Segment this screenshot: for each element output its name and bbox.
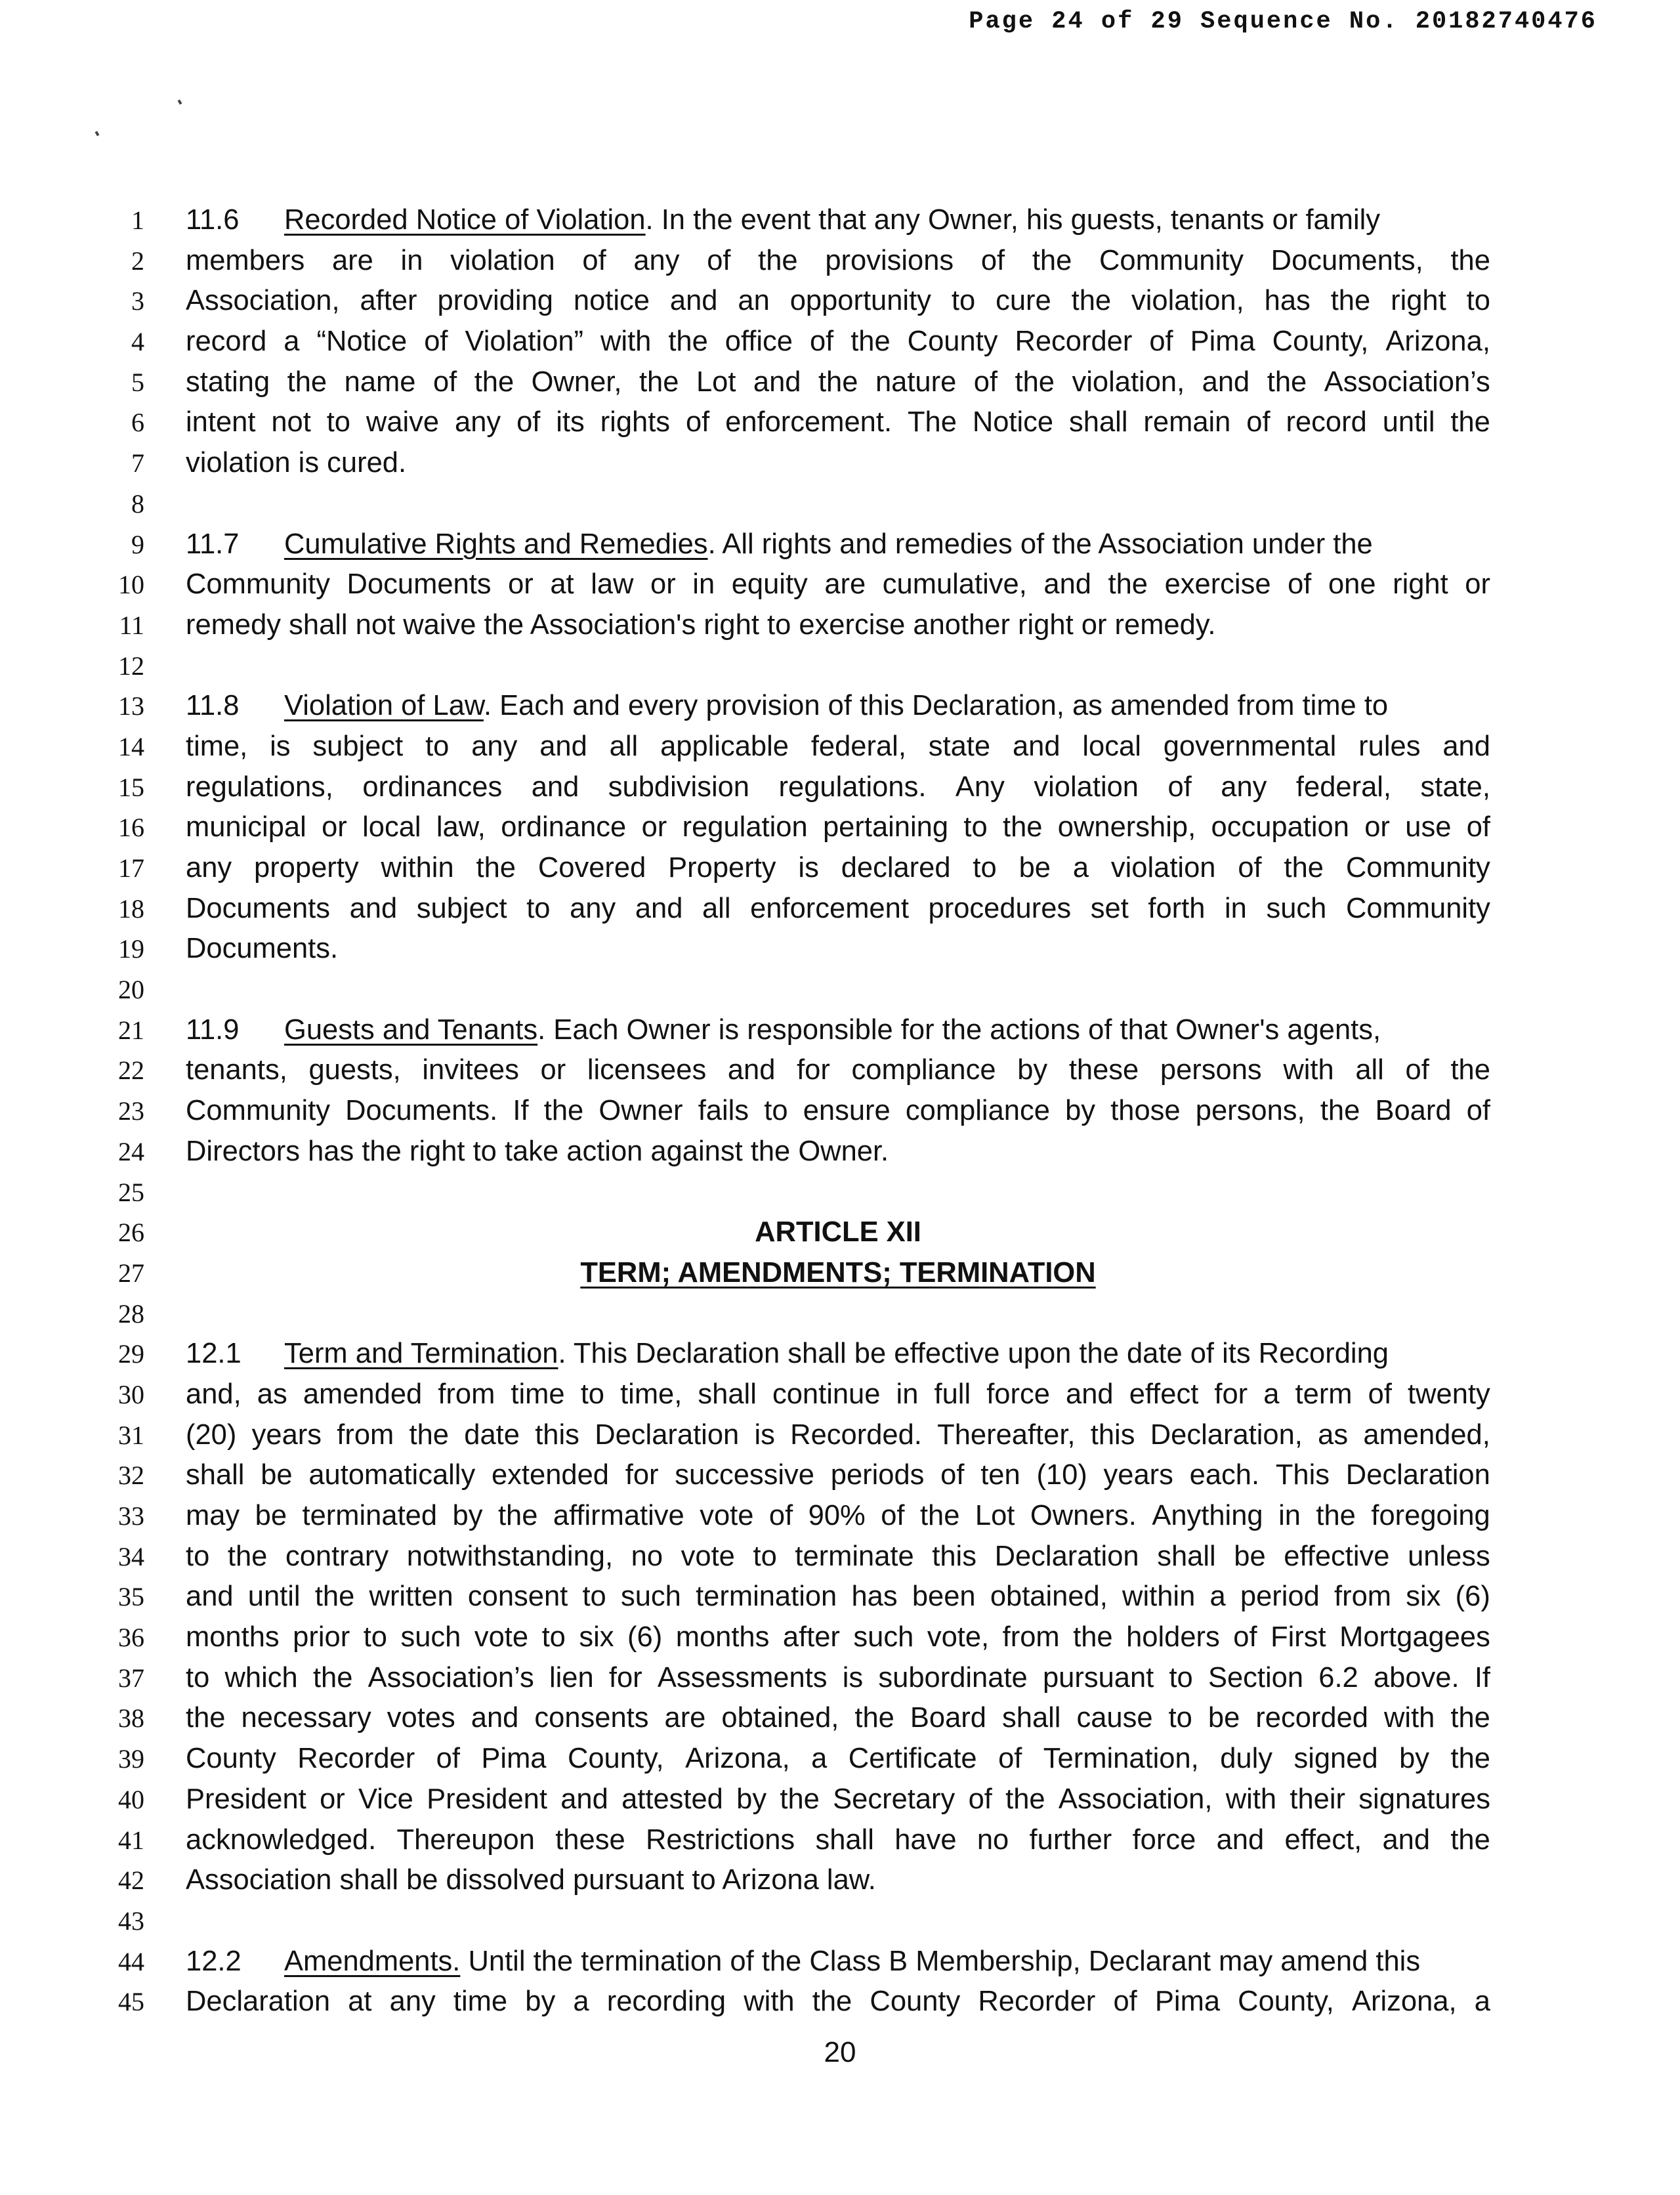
- line-number: 43: [118, 1906, 144, 1936]
- text-line: Documents and subject to any and all enforcement procedures set forth in such Community: [186, 892, 1490, 924]
- text-line: Documents.: [186, 933, 339, 965]
- line-number: 29: [118, 1339, 144, 1369]
- section-title: Amendments.: [284, 1945, 461, 1977]
- line-number: 30: [118, 1379, 144, 1409]
- line-number: 40: [118, 1784, 144, 1814]
- section-11-9-heading-line: 11.9 Guests and Tenants. Each Owner is responsible for the actions of that Owner's agents,: [186, 1010, 1490, 1051]
- blank-line: [186, 1901, 1490, 1942]
- section-number: 12.2: [186, 1945, 242, 1977]
- line-number: 9: [131, 529, 144, 559]
- text-line: members are in violation of any of the provisions of the Community Documents, the: [186, 244, 1490, 276]
- section-title: Term and Termination: [284, 1338, 558, 1370]
- line-number: 18: [118, 893, 144, 924]
- text-line: time, is subject to any and all applicable federal, state and local governmental rules and: [186, 730, 1490, 762]
- text-line: and until the written consent to such termination has been obtained, within a period from six (6): [186, 1581, 1490, 1613]
- line-number: 35: [118, 1582, 144, 1612]
- line-number: 4: [131, 327, 144, 357]
- section-number: 11.7: [186, 528, 240, 560]
- text-line: may be terminated by the affirmative vote of 90% of the Lot Owners. Anything in the foregoing: [186, 1500, 1490, 1531]
- line-number: 17: [118, 853, 144, 883]
- section-11-6-heading-line: 11.6 Recorded Notice of Violation. In the event that any Owner, his guests, tenants or family: [186, 200, 1490, 241]
- text-line: (20) years from the date this Declaration is Recorded. Thereafter, this Declaration, as amended,: [186, 1418, 1490, 1451]
- text-line: shall be automatically extended for successive periods of ten (10) years each. This Declaration: [186, 1459, 1490, 1491]
- stray-mark: [178, 99, 182, 104]
- line-number: 44: [118, 1946, 144, 1976]
- section-number: 11.6: [186, 204, 240, 236]
- article-heading: ARTICLE XII: [755, 1216, 921, 1248]
- section-number: 11.9: [186, 1013, 240, 1046]
- section-12-2-heading-line: 12.2 Amendments. Until the termination of the Class B Membership, Declarant may amend this: [186, 1942, 1490, 1982]
- page-number: 20: [824, 2036, 856, 2068]
- section-title: Guests and Tenants: [284, 1013, 538, 1046]
- line-number: 5: [131, 367, 144, 397]
- line-number: 24: [118, 1136, 144, 1166]
- text-line: stating the name of the Owner, the Lot and the nature of the violation, and the Association’s: [186, 366, 1490, 398]
- section-title: Recorded Notice of Violation: [284, 204, 646, 236]
- text-line: intent not to waive any of its rights of enforcement. The Notice shall remain of record until the: [186, 406, 1490, 438]
- text-line: municipal or local law, ordinance or regulation pertaining to the ownership, occupation or use of: [186, 811, 1490, 843]
- text-line: acknowledged. Thereupon these Restrictions shall have no further force and effect, and the: [186, 1823, 1490, 1856]
- line-number: 20: [118, 975, 144, 1005]
- page-sequence-header: Page 24 of 29 Sequence No. 20182740476: [969, 8, 1597, 35]
- article-subheading: TERM; AMENDMENTS; TERMINATION: [580, 1256, 1096, 1289]
- text-line: Directors has the right to take action against the Owner.: [186, 1135, 889, 1167]
- line-number: 31: [118, 1420, 144, 1450]
- text-line: Community Documents or at law or in equity are cumulative, and the exercise of one right or: [186, 568, 1490, 601]
- line-number: 10: [118, 570, 144, 600]
- line-number: 2: [131, 245, 144, 276]
- text-line: the necessary votes and consents are obtained, the Board shall cause to be recorded with the: [186, 1702, 1490, 1734]
- section-11-8-heading-line: 11.8 Violation of Law. Each and every provision of this Declaration, as amended from time to: [186, 686, 1490, 727]
- line-number: 45: [118, 1987, 144, 2017]
- line-number: 22: [118, 1055, 144, 1086]
- line-number: 19: [118, 934, 144, 964]
- document-body: [186, 200, 1490, 2022]
- text-line: Community Documents. If the Owner fails to ensure compliance by those persons, the Board of: [186, 1095, 1490, 1127]
- text-line: remedy shall not waive the Association's right to exercise another right or remedy.: [186, 608, 1216, 641]
- text-line: and, as amended from time to time, shall continue in full force and effect for a term of twenty: [186, 1378, 1490, 1410]
- text-line: Association, after providing notice and an opportunity to cure the violation, has the right to: [186, 285, 1490, 317]
- section-11-7-heading-line: 11.7 Cumulative Rights and Remedies. All rights and remedies of the Association under the: [186, 524, 1490, 565]
- line-number: 33: [118, 1501, 144, 1531]
- section-12-1-heading-line: 12.1 Term and Termination. This Declaration shall be effective upon the date of its Recording: [186, 1334, 1490, 1375]
- line-number: 41: [118, 1825, 144, 1855]
- line-number: 16: [118, 813, 144, 843]
- line-number: 38: [118, 1703, 144, 1734]
- line-number: 26: [118, 1218, 144, 1248]
- line-number: 39: [118, 1744, 144, 1774]
- stray-mark: [95, 131, 100, 136]
- line-number: 15: [118, 772, 144, 802]
- line-number: 32: [118, 1460, 144, 1491]
- text-line: months prior to such vote to six (6) months after such vote, from the holders of First Mortgagees: [186, 1621, 1490, 1653]
- section-number: 12.1: [186, 1338, 242, 1370]
- line-number: 6: [131, 408, 144, 438]
- text-line: to which the Association’s lien for Assessments is subordinate pursuant to Section 6.2 above. If: [186, 1661, 1490, 1694]
- blank-line: [186, 970, 1490, 1010]
- text-line: tenants, guests, invitees or licensees and for compliance by these persons with all of the: [186, 1054, 1490, 1086]
- blank-line: [186, 1294, 1490, 1334]
- blank-line: [186, 646, 1490, 687]
- text-line: violation is cured.: [186, 447, 407, 479]
- blank-line: [186, 484, 1490, 524]
- line-number: 27: [118, 1258, 144, 1288]
- line-number: 37: [118, 1663, 144, 1693]
- blank-line: [186, 1172, 1490, 1213]
- text-line: to the contrary notwithstanding, no vote to terminate this Declaration shall be effective unless: [186, 1540, 1490, 1572]
- line-number: 21: [118, 1015, 144, 1045]
- text-line: regulations, ordinances and subdivision regulations. Any violation of any federal, state,: [186, 771, 1490, 803]
- section-number: 11.8: [186, 690, 240, 722]
- line-number: 34: [118, 1541, 144, 1571]
- line-number: 3: [131, 286, 144, 316]
- line-number: 8: [131, 488, 144, 519]
- line-number: 23: [118, 1096, 144, 1126]
- line-number: 25: [118, 1177, 144, 1207]
- line-number-column: [98, 200, 144, 2022]
- line-number: 11: [119, 610, 144, 640]
- line-number: 12: [118, 650, 144, 681]
- line-number: 28: [118, 1298, 144, 1329]
- section-title: Violation of Law: [284, 690, 484, 722]
- text-line: County Recorder of Pima County, Arizona, a Certificate of Termination, duly signed by the: [186, 1743, 1490, 1775]
- text-line: President or Vice President and attested by the Secretary of the Association, with their signatures: [186, 1783, 1490, 1815]
- line-number: 7: [131, 448, 144, 479]
- line-number: 36: [118, 1623, 144, 1653]
- text-line: Association shall be dissolved pursuant to Arizona law.: [186, 1864, 876, 1896]
- line-number: 14: [118, 731, 144, 761]
- text-line: record a “Notice of Violation” with the office of the County Recorder of Pima County, Arizona,: [186, 326, 1490, 358]
- line-number: 13: [118, 691, 144, 721]
- text-line: Declaration at any time by a recording with the County Recorder of Pima County, Arizona, a: [186, 1986, 1490, 2018]
- line-number: 1: [131, 205, 144, 235]
- text-line: any property within the Covered Property is declared to be a violation of the Community: [186, 852, 1490, 884]
- section-title: Cumulative Rights and Remedies: [284, 528, 708, 560]
- line-number: 42: [118, 1865, 144, 1896]
